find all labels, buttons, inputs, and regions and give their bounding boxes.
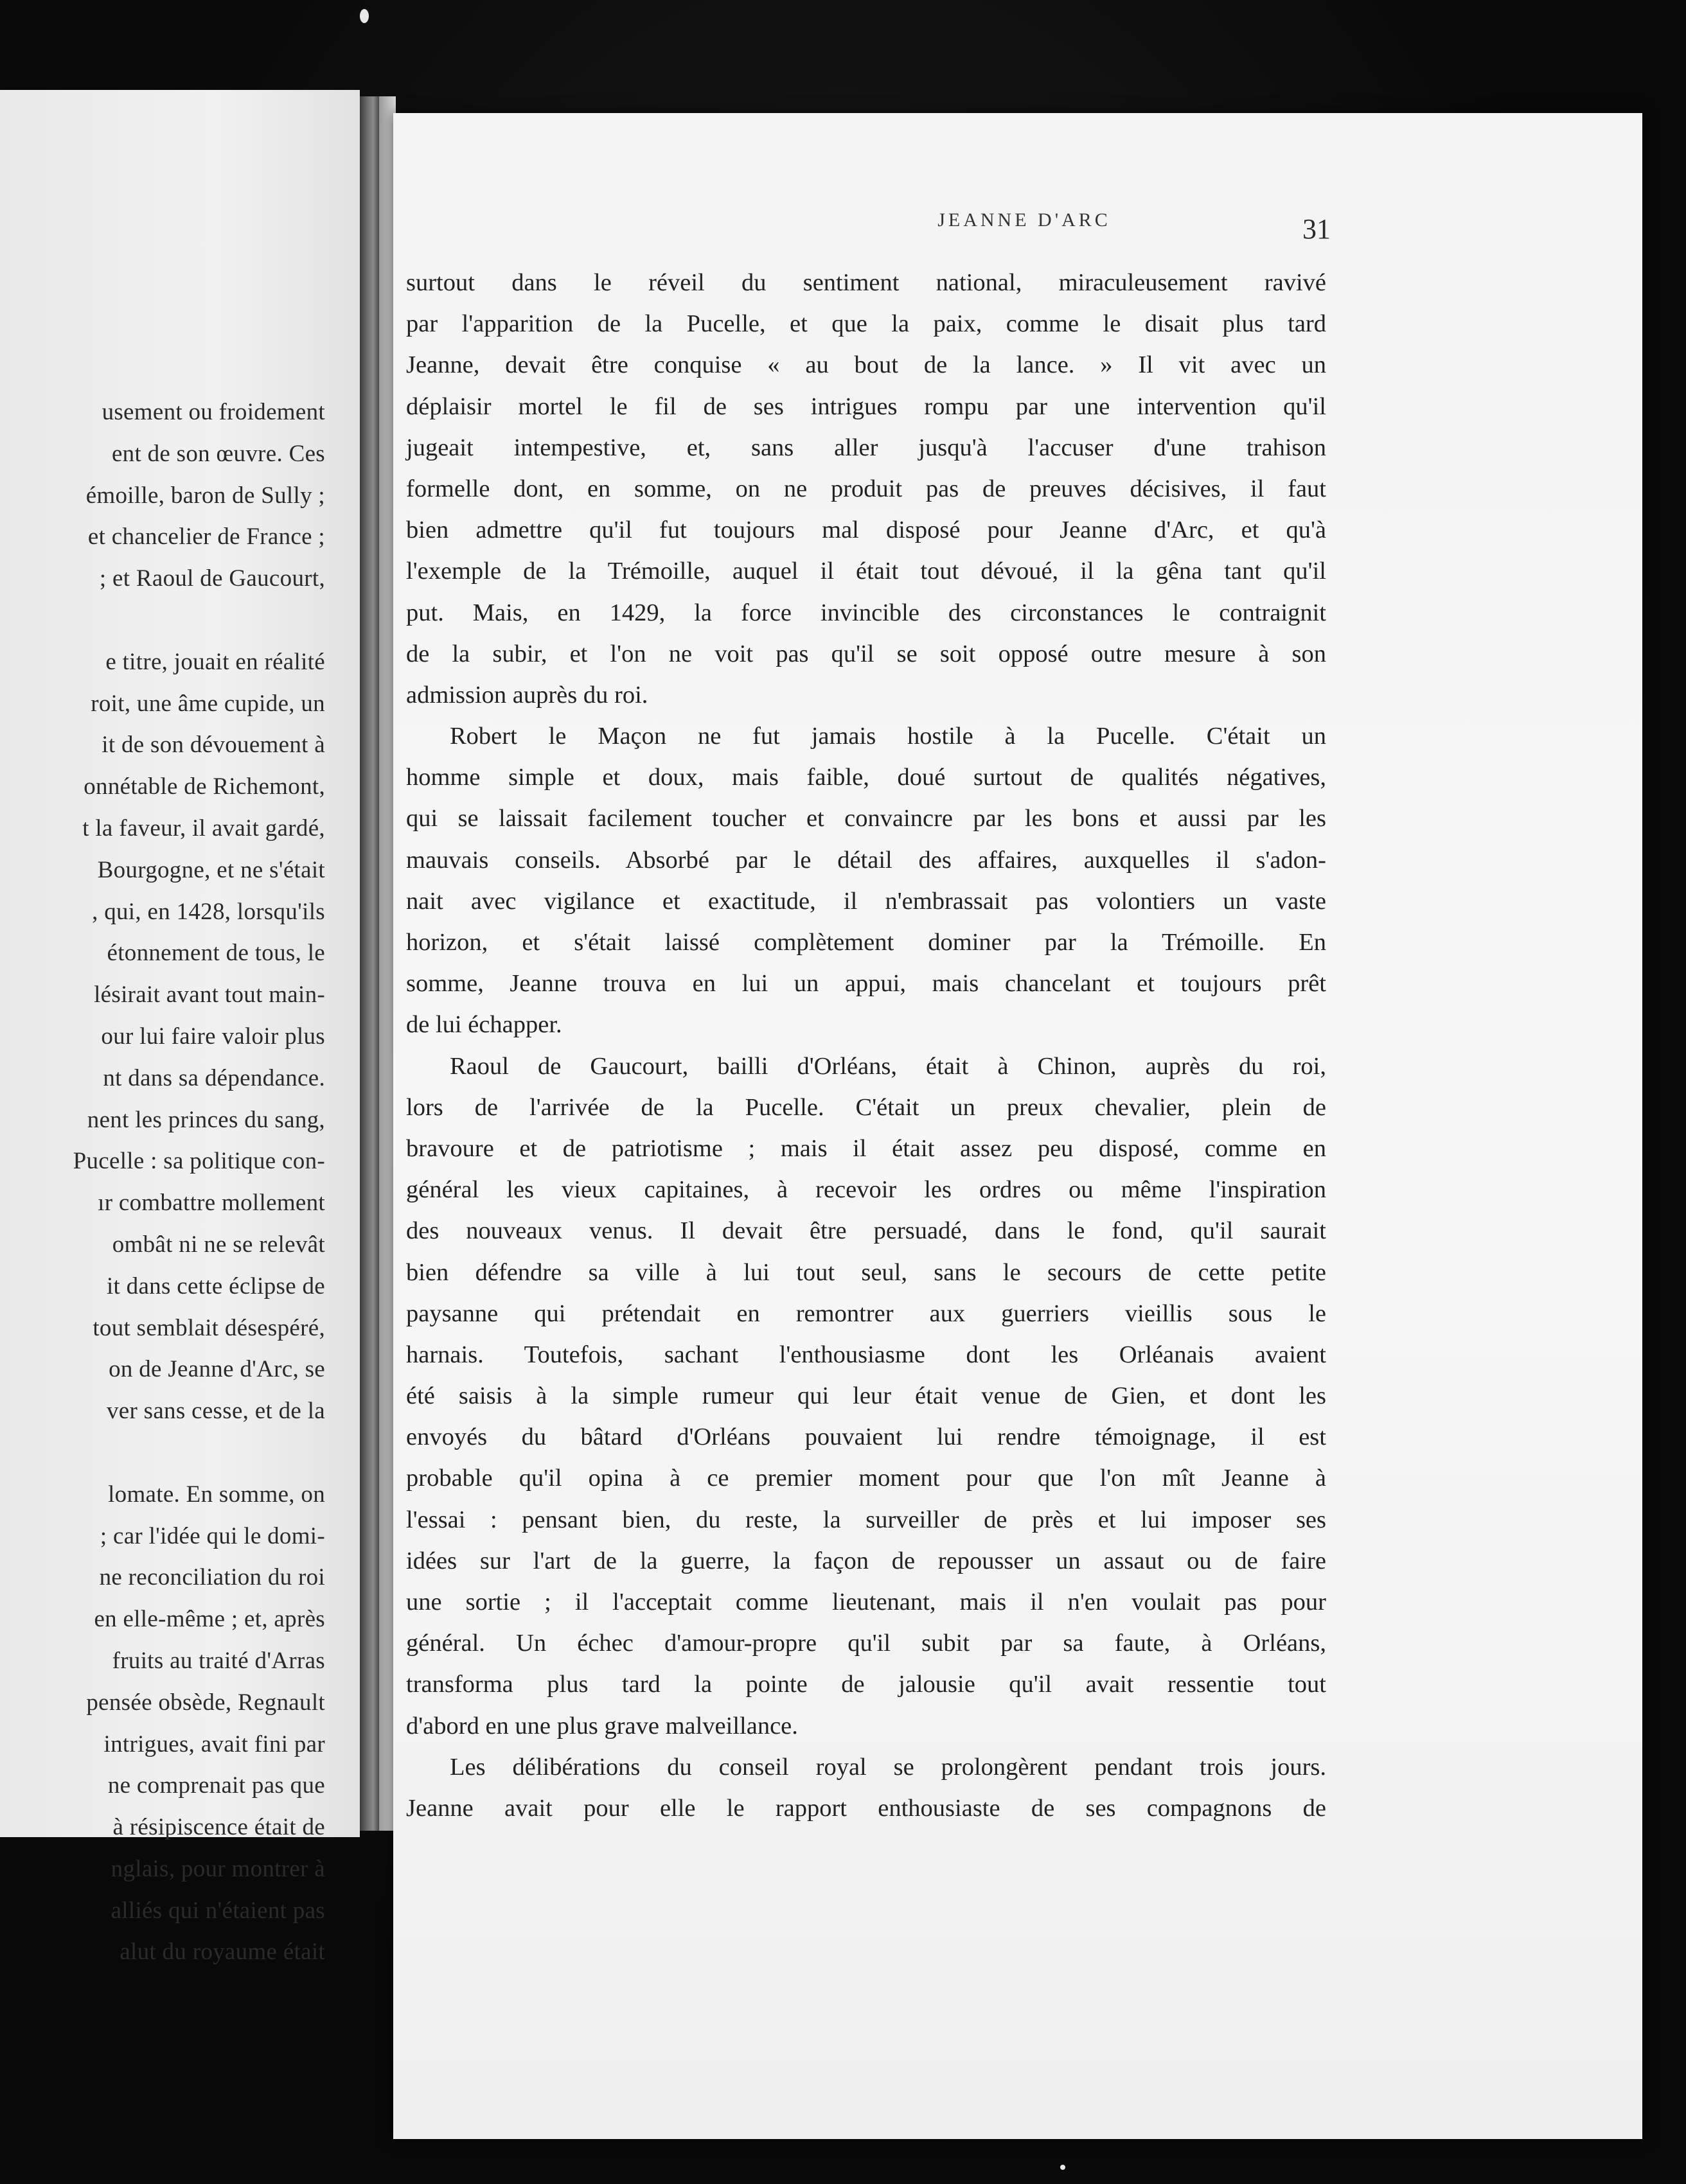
body-text <box>406 262 1326 1829</box>
body-line: admission auprès du roi. <box>406 681 648 709</box>
left-page-line: ent de son œuvre. Ces <box>111 440 325 467</box>
body-line: l'essai : pensant bien, du reste, la surveiller de près et lui imposer ses <box>406 1506 1326 1533</box>
body-line: par l'apparition de la Pucelle, et que la paix, comme le disait plus tard <box>406 310 1326 338</box>
scan-speck <box>360 9 369 23</box>
body-line: bien admettre qu'il fut toujours mal disposé pour Jeanne d'Arc, et qu'à <box>406 516 1326 544</box>
body-line: Robert le Maçon ne fut jamais hostile à la Pucelle. C'était un <box>450 723 1326 750</box>
left-page-line: roit, une âme cupide, un <box>91 690 325 717</box>
left-page-line: t la faveur, il avait gardé, <box>82 815 325 841</box>
body-line: Jeanne avait pour elle le rapport enthousiaste de ses compagnons de <box>406 1794 1326 1822</box>
body-line: une sortie ; il l'acceptait comme lieutenant, mais il n'en voulait pas pour <box>406 1589 1326 1616</box>
left-page-line: nt dans sa dépendance. <box>103 1064 325 1091</box>
body-line: général les vieux capitaines, à recevoir les ordres ou même l'inspiration <box>406 1176 1326 1204</box>
body-line: d'abord en une plus grave malveillance. <box>406 1712 798 1739</box>
left-page-line: fruits au traité d'Arras <box>112 1647 325 1674</box>
left-page-line: alliés qui n'étaient pas <box>111 1897 325 1924</box>
left-page-line: Pucelle : sa politique con- <box>73 1148 325 1175</box>
left-page-line: en elle-même ; et, après <box>94 1606 325 1633</box>
left-page-line: étonnement de tous, le <box>107 940 325 967</box>
left-page-line: usement ou froidement <box>102 399 325 425</box>
left-page-line: ır combattre mollement <box>98 1190 325 1217</box>
left-page-line: ver sans cesse, et de la <box>106 1398 325 1425</box>
left-page-line: Bourgogne, et ne s'était <box>97 856 325 883</box>
left-page-line: it dans cette éclipse de <box>106 1273 325 1299</box>
body-line: bien défendre sa ville à lui tout seul, sans le secours de cette petite <box>406 1258 1326 1286</box>
left-page-line: alut du royaume était <box>120 1939 325 1966</box>
body-line: nait avec vigilance et exactitude, il n'embrassait pas volontiers un vaste <box>406 887 1326 915</box>
body-line: formelle dont, en somme, on ne produit pas de preuves décisives, il faut <box>406 475 1326 502</box>
left-page-line: onnétable de Richemont, <box>84 773 325 800</box>
right-page <box>393 113 1642 2139</box>
body-line: Raoul de Gaucourt, bailli d'Orléans, était à Chinon, auprès du roi, <box>450 1052 1326 1080</box>
body-line: put. Mais, en 1429, la force invincible des circonstances le contraignit <box>406 599 1326 626</box>
body-line: bravoure et de patriotisme ; mais il était assez peu disposé, comme en <box>406 1134 1326 1162</box>
body-line: idées sur l'art de la guerre, la façon de repousser un assaut ou de faire <box>406 1547 1326 1574</box>
left-page-line: on de Jeanne d'Arc, se <box>109 1356 325 1383</box>
body-line: homme simple et doux, mais faible, doué surtout de qualités négatives, <box>406 764 1326 791</box>
body-line: surtout dans le réveil du sentiment national, miraculeusement ravivé <box>406 269 1326 296</box>
left-page-line <box>0 1432 325 1474</box>
left-page-line: lomate. En somme, on <box>108 1481 325 1508</box>
left-page-line: pensée obsède, Regnault <box>86 1689 325 1716</box>
left-page-line: émoille, baron de Sully ; <box>85 482 325 509</box>
left-facing-page <box>0 90 360 1966</box>
body-line: transforma plus tard la pointe de jalousie qu'il avait ressentie tout <box>406 1671 1326 1698</box>
left-page-line: tout semblait désespéré, <box>93 1314 325 1341</box>
running-head: JEANNE D'ARC <box>937 209 1111 231</box>
page-number: 31 <box>1302 213 1331 245</box>
body-line: horizon, et s'était laissé complètement dominer par la Trémoille. En <box>406 929 1326 956</box>
body-line: somme, Jeanne trouva en lui un appui, mais chancelant et toujours prêt <box>406 970 1326 998</box>
book-gutter <box>360 96 379 1831</box>
left-page-line: nent les princes du sang, <box>87 1106 325 1133</box>
left-page-line: , qui, en 1428, lorsqu'ils <box>92 898 325 925</box>
left-page-line: intrigues, avait fini par <box>103 1730 325 1757</box>
left-page-line <box>0 600 325 642</box>
left-page-line: à résipiscence était de <box>112 1814 325 1841</box>
body-line: déplaisir mortel le fil de ses intrigues rompu par une intervention qu'il <box>406 392 1326 420</box>
body-line: des nouveaux venus. Il devait être persuadé, dans le fond, qu'il saurait <box>406 1217 1326 1245</box>
left-page-line: ombât ni ne se relevât <box>112 1231 325 1258</box>
body-line: envoyés du bâtard d'Orléans pouvaient lui rendre témoignage, il est <box>406 1423 1326 1451</box>
body-line: Les délibérations du conseil royal se prolongèrent pendant trois jours. <box>450 1753 1326 1781</box>
left-page-line: et chancelier de France ; <box>87 524 325 550</box>
body-line: jugeait intempestive, et, sans aller jusqu'à l'accuser d'une trahison <box>406 434 1326 461</box>
left-page-line: nglais, pour montrer à <box>111 1855 325 1882</box>
left-page-line: ne comprenait pas que <box>107 1772 325 1799</box>
left-page-line: lésirait avant tout main- <box>94 982 325 1008</box>
body-line: de la subir, et l'on ne voit pas qu'il se soit opposé outre mesure à son <box>406 640 1326 667</box>
body-line: été saisis à la simple rumeur qui leur était venue de Gien, et dont les <box>406 1382 1326 1410</box>
left-page-line: it de son dévouement à <box>102 732 325 759</box>
body-line: général. Un échec d'amour-propre qu'il subit par sa faute, à Orléans, <box>406 1630 1326 1657</box>
body-line: paysanne qui prétendait en remontrer aux guerriers vieillis sous le <box>406 1299 1326 1327</box>
left-page-line: ; car l'idée qui le domi- <box>100 1522 325 1549</box>
body-line: qui se laissait facilement toucher et convaincre par les bons et aussi par les <box>406 805 1326 832</box>
body-line: mauvais conseils. Absorbé par le détail des affaires, auxquelles il s'adon- <box>406 846 1326 874</box>
body-line: l'exemple de la Trémoille, auquel il était tout dévoué, il la gêna tant qu'il <box>406 558 1326 585</box>
left-page-line: our lui faire valoir plus <box>101 1023 325 1050</box>
body-line: de lui échapper. <box>406 1011 562 1039</box>
body-line: harnais. Toutefois, sachant l'enthousiasme dont les Orléanais avaient <box>406 1341 1326 1368</box>
scan-speck <box>1060 2165 1065 2170</box>
body-line: Jeanne, devait être conquise « au bout de la lance. » Il vit avec un <box>406 351 1326 379</box>
left-page-line: e titre, jouait en réalité <box>105 648 325 675</box>
left-page-line: ; et Raoul de Gaucourt, <box>99 565 325 592</box>
left-page-line: ne reconciliation du roi <box>99 1564 325 1591</box>
body-line: probable qu'il opina à ce premier moment pour que l'on mît Jeanne à <box>406 1465 1326 1492</box>
left-page-text <box>0 392 325 1973</box>
body-line: lors de l'arrivée de la Pucelle. C'était un preux chevalier, plein de <box>406 1093 1326 1121</box>
